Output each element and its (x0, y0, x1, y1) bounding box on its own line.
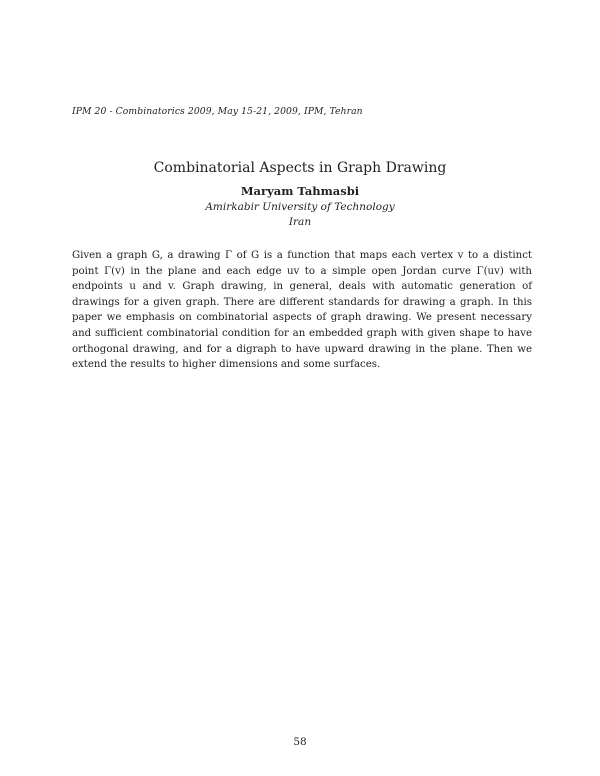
page-number: 58 (293, 736, 307, 748)
affiliation-country: Iran (288, 216, 312, 228)
abstract-paragraph: Given a graph G, a drawing Γ of G is a function that maps each vertex v to a distinct point Γ(v) in the plane and each edge uv to a simple open Jordan curve Γ(uv) with endpoints u and v. Graph drawing, in general, deals with automatic generation of drawings for a given graph. There are different standards for drawing a graph. In this paper we emphasis on combinatorial aspects of graph drawing. We present necessary and sufficient combinatorial condition for an embedded graph with given shape to have orthogonal drawing, and for a digraph to have upward drawing in the plane. Then we extend the results to higher dimensions and some surfaces. (72, 250, 532, 371)
affiliation-institution: Amirkabir University of Technology (205, 201, 395, 213)
paper-title: Combinatorial Aspects in Graph Drawing (153, 160, 447, 176)
conference-header: IPM 20 - Combinatorics 2009, May 15-21, 2009, IPM, Tehran (72, 106, 363, 117)
author-name: Maryam Tahmasbi (240, 184, 360, 198)
